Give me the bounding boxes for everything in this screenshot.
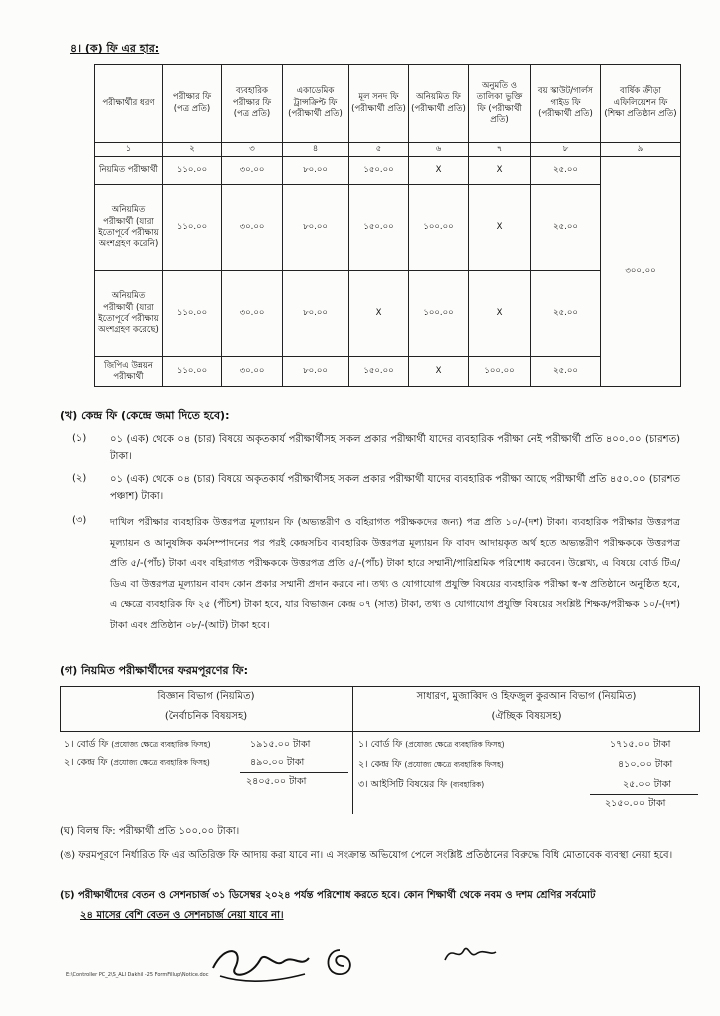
fee-cell: ২৫.০০ (531, 357, 601, 387)
total-rule (590, 794, 698, 795)
header-cell: একাডেমিক ট্রান্সক্রিপ্ট ফি (পরীক্ষার্থী প্রতি) (283, 65, 349, 143)
column-number: ৩ (222, 143, 283, 157)
header-cell: পরীক্ষার্থীর ধরণ (95, 65, 163, 143)
examinee-type: অনিয়মিত পরীক্ষার্থী (যারা ইতোপূর্বে পরীক্ষায় অংশগ্রহণ করেছে) (95, 271, 163, 357)
fee-cell: ২৫.০০ (531, 157, 601, 185)
column-number: ৫ (349, 143, 409, 157)
item-number: (২) (72, 473, 87, 484)
extra-fee-note: (ঙ) ফরমপূরণে নির্ধারিত ফি এর অতিরিক্ত ফি আদায় করা যাবে না। এ সংক্রান্ত অভিযোগ পেলে সংশ্লিষ্ট প্রতিষ্ঠানের বিরুদ্ধে বিধি মোতাবেক ব্যবস্থা নেয়া হবে। (60, 850, 673, 861)
fee-label: ১। বোর্ড ফি (358, 739, 403, 750)
examinee-type: জিপিএ উন্নয়ন পরীক্ষার্থী (95, 357, 163, 387)
fee-cell: ৩০.০০ (222, 357, 283, 387)
fee-label: ২। কেন্দ্র ফি (64, 757, 108, 768)
general-fee-row (358, 778, 484, 793)
table-row (95, 357, 681, 387)
column-number: ৬ (409, 143, 469, 157)
general-fee-row (358, 758, 504, 773)
fee-cell: ১০০.০০ (409, 271, 469, 357)
header-cell: বয় স্কাউট/গার্লস গাইড ফি (পরীক্ষার্থী প্রতি) (531, 65, 601, 143)
fee-cell: ৩০.০০ (222, 185, 283, 271)
column-number-row (95, 143, 681, 157)
fee-cell: X (409, 157, 469, 185)
header-cell: ব্যবহারিক পরীক্ষার ফি (পত্র প্রতি) (222, 65, 283, 143)
fee-note: (প্রযোজ্য ক্ষেত্রে ব্যবহারিক ফিসহ) (110, 758, 210, 767)
center-fee-item-3: দাখিল পরীক্ষার ব্যবহারিক উত্তরপত্র মূল্যায়ন ফি (অভ্যন্তরীণ ও বহিরাগত পরীক্ষকদের জন্য) পত্র প্রতি ১০/-(দশ) টাকা। ব্যবহারিক পরীক্ষার উত্তরপত্র মূল্যায়ন ও আনুষঙ্গিক কর্মসম্পাদনের পর পরই কেন্দ্রসচিব ব্যবহারিক উত্তরপত্র মূল্যায়ন ফি বাবদ আদায়কৃত অর্থ হতে অভ্যন্তরীণ পরীক্ষককে উত্তরপত্র প্রতি ৫/-(পাঁচ) টাকা এবং বহিরাগত পরীক্ষককে উত্তরপত্র প্রতি ৫/-(পাঁচ) টাকা হারে সম্মানী/পারিশ্রমিক পরিশোধ করবেন। উল্লেখ্য, এ বিষয়ে বোর্ড টিএ/ডিএ বা উত্তরপত্র মূল্যায়ন বাবদ কোন প্রকার সম্মানী প্রদান করবে না। তথ্য ও যোগাযোগ প্রযুক্তি বিষয়ের ব্যবহারিক পরীক্ষা স্ব-স্ব প্রতিষ্ঠানে অনুষ্ঠিত হবে, এ ক্ষেত্রে ব্যবহারিক ফি ২৫ (পঁচিশ) টাকা হবে, যার বিভাজন কেন্দ্র ০৭ (সাত) টাকা, তথ্য ও যোগাযোগ প্রযুক্তি বিষয়ের সংশ্লিষ্ট শিক্ষক/পরীক্ষক ১০/-(দশ) টাকা এবং প্রতিষ্ঠান ০৮/-(আট) টাকা হবে। (110, 517, 680, 631)
table-row (95, 157, 681, 185)
science-heading: বিজ্ঞান বিভাগ (নিয়মিত) (157, 691, 255, 702)
signature-1 (205, 938, 315, 988)
fee-cell: ৮০.০০ (283, 157, 349, 185)
fee-amount: ১৯১৫.০০ টাকা (250, 739, 311, 750)
fee-amount: ১৭১৫.০০ টাকা (610, 739, 671, 750)
fee-cell: ৩০.০০ (222, 271, 283, 357)
science-total: ২৪০৫.০০ টাকা (246, 776, 307, 787)
fee-amount: ২৫.০০ টাকা (623, 779, 672, 790)
salary-note (60, 886, 700, 926)
salary-note-line-1: (চ) পরীক্ষার্থীদের বেতন ও সেশনচার্জ ৩১ ডিসেম্বর ২০২৪ পর্যন্ত পরিশোধ করতে হবে। কোন শিক্ষার্থী থেকে নবম ও দশম শ্রেণির সর্বমোট (60, 890, 596, 901)
fee-rate-table (94, 64, 681, 387)
item-number: (১) (72, 433, 87, 444)
fee-label: ৩। আইসিটি বিষয়ের ফি (358, 779, 448, 790)
fee-label: ২। কেন্দ্র ফি (358, 759, 402, 770)
file-path: E:\Controller PC_2\S_ALI Dakhil -25 FormFillup\Notice.doc (66, 972, 209, 978)
fee-note: (ব্যবহারিক) (450, 780, 485, 789)
general-fee-row (358, 738, 505, 753)
general-subheading: (ঐচ্ছিক বিষয়সহ) (491, 711, 562, 722)
column-number: ৭ (469, 143, 531, 157)
fee-cell: X (349, 271, 409, 357)
table-row (95, 271, 681, 357)
fee-cell: X (469, 271, 531, 357)
fee-cell: ১০০.০০ (409, 185, 469, 271)
fee-note: (প্রযোজ্য ক্ষেত্রে ব্যবহারিক ফিসহ) (111, 740, 211, 749)
fee-cell: ১১০.০০ (163, 357, 222, 387)
column-number: ১ (95, 143, 163, 157)
fee-cell: ১০০.০০ (469, 357, 531, 387)
fee-cell: ১১০.০০ (163, 185, 222, 271)
science-fee-row (64, 756, 210, 771)
column-number: ৯ (601, 143, 681, 157)
section-kha-title: (খ) কেন্দ্র ফি (কেন্দ্রে জমা দিতে হবে): (60, 409, 230, 422)
salary-note-line-2: ২৪ মাসের বেশি বেতন ও সেশনচার্জ নেয়া যাবে না। (80, 910, 284, 921)
form-fill-fee-box (60, 686, 700, 814)
fee-cell: ২৫.০০ (531, 185, 601, 271)
header-cell: অনুমতি ও তালিকা ভুক্তি ফি (পরীক্ষার্থী প্রতি) (469, 65, 531, 143)
fee-cell: ৮০.০০ (283, 357, 349, 387)
fee-cell: ১৫০.০০ (349, 357, 409, 387)
science-fee-row (64, 738, 211, 753)
examinee-type: নিয়মিত পরীক্ষার্থী (95, 157, 163, 185)
center-fee-item-1: ০১ (এক) থেকে ০৪ (চার) বিষয়ে অকৃতকার্য পরীক্ষার্থীসহ সকল প্রকার পরীক্ষার্থী যাদের ব্যবহারিক পরীক্ষা নেই পরীক্ষার্থী প্রতি ৪০০.০০ (চারশত) টাকা। (110, 434, 680, 462)
column-number: ৮ (531, 143, 601, 157)
table-header-row (95, 65, 681, 143)
fee-cell: ১১০.০০ (163, 157, 222, 185)
general-heading: সাধারণ, মুজাব্বিদ ও হিফজুল কুরআন বিভাগ (নিয়মিত) (416, 691, 637, 702)
late-fee-note: (ঘ) বিলম্ব ফি: পরীক্ষার্থী প্রতি ১০০.০০ টাকা। (60, 826, 240, 837)
center-fee-item-2: ০১ (এক) থেকে ০৪ (চার) বিষয়ে অকৃতকার্য পরীক্ষার্থীসহ সকল প্রকার পরীক্ষার্থী যাদের ব্যবহারিক পরীক্ষা আছে পরীক্ষার্থী প্রতি ৪৫০.০০ (চারশত পঞ্চাশ) টাকা। (110, 474, 680, 502)
header-cell: অনিয়মিত ফি (পরীক্ষার্থী প্রতি) (409, 65, 469, 143)
item-number: (৩) (72, 515, 87, 526)
fee-amount: ৪১০.০০ টাকা (618, 759, 673, 770)
fee-cell: ১৫০.০০ (349, 185, 409, 271)
science-subheading: (নৈর্বাচনিক বিষয়সহ) (164, 711, 248, 722)
examinee-type: অনিয়মিত পরীক্ষার্থী (যারা ইতোপূর্বে পরীক্ষায় অংশগ্রহণ করেনি) (95, 185, 163, 271)
column-number: ২ (163, 143, 222, 157)
total-rule (240, 772, 348, 773)
general-total: ২১৫০.০০ টাকা (605, 798, 666, 809)
section-4-title: ৪। (ক) ফি এর হার: (70, 42, 160, 55)
fee-amount: ৪৯০.০০ টাকা (250, 757, 305, 768)
fee-cell: ৩০.০০ (222, 157, 283, 185)
header-cell: মূল সনদ ফি (পরীক্ষার্থী প্রতি) (349, 65, 409, 143)
fee-cell: X (469, 185, 531, 271)
fee-cell: ৮০.০০ (283, 271, 349, 357)
fee-label: ১। বোর্ড ফি (64, 739, 109, 750)
annual-sports-fee: ৩০০.০০ (601, 157, 681, 387)
signature-3 (440, 940, 500, 970)
signature-2 (318, 942, 363, 982)
column-number: ৪ (283, 143, 349, 157)
fee-cell: ১১০.০০ (163, 271, 222, 357)
fee-cell: X (469, 157, 531, 185)
table-row (95, 185, 681, 271)
fee-cell: ১৫০.০০ (349, 157, 409, 185)
fee-note: (প্রযোজ্য ক্ষেত্রে ব্যবহারিক ফিসহ) (405, 740, 505, 749)
fee-note: (প্রযোজ্য ক্ষেত্রে ব্যবহারিক ফিসহ) (404, 760, 504, 769)
fee-cell: ৮০.০০ (283, 185, 349, 271)
fee-cell: X (409, 357, 469, 387)
section-ga-title: (গ) নিয়মিত পরীক্ষার্থীদের ফরমপূরণের ফি: (60, 664, 248, 677)
header-cell: বার্ষিক ক্রীড়া এফিলিয়েশন ফি (শিক্ষা প্রতিষ্ঠান প্রতি) (601, 65, 681, 143)
fee-cell: ২৫.০০ (531, 271, 601, 357)
header-cell: পরীক্ষার ফি (পত্র প্রতি) (163, 65, 222, 143)
